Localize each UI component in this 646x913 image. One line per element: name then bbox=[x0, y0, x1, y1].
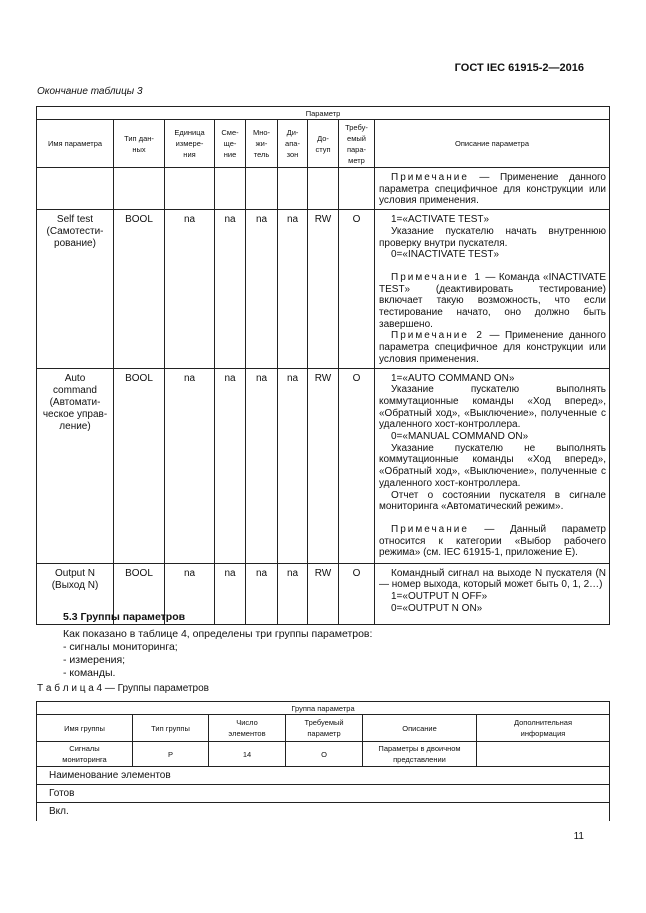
desc-line: 1=«AUTO COMMAND ON» bbox=[391, 372, 515, 384]
description-cell bbox=[375, 168, 610, 210]
desc-line: Указание пускателю выполнять коммутационные команды «Ход вперед», «Обратный ход», «Выключение», полученные с удаленного хост-контроллера. bbox=[379, 384, 606, 431]
col-name: Имя параметра bbox=[37, 120, 114, 168]
unit: na bbox=[165, 210, 215, 368]
parameters-table bbox=[36, 106, 610, 625]
note-label: Примечание bbox=[391, 523, 469, 535]
groups-table bbox=[36, 701, 610, 821]
table-row bbox=[37, 742, 610, 767]
table-row bbox=[37, 785, 610, 803]
col-offset: Сме- ще- ние bbox=[215, 120, 246, 168]
desc-line: 1=«ACTIVATE TEST» bbox=[391, 214, 490, 226]
desc-line: Указание пускателю начать внутреннюю проверку внутри пускателя. bbox=[379, 225, 606, 249]
data-type: BOOL bbox=[114, 210, 165, 368]
multiplier: na bbox=[246, 563, 278, 624]
group-header: Параметр bbox=[37, 107, 610, 120]
extra-info bbox=[477, 742, 610, 767]
col-group-name: Имя группы bbox=[37, 715, 133, 742]
unit: na bbox=[165, 563, 215, 624]
required: O bbox=[286, 742, 363, 767]
access: RW bbox=[308, 368, 339, 563]
note-text: — Данный параметр относится к категории «Выбор рабочего режима» (см. IEC 61915-1, приложение Е). bbox=[379, 523, 606, 559]
col-multiplier: Мно- жи- тель bbox=[246, 120, 278, 168]
required: O bbox=[339, 368, 375, 563]
param-name: Self test (Самотести- рование) bbox=[37, 210, 114, 368]
list-item: - измерения; bbox=[63, 654, 126, 666]
range: na bbox=[278, 210, 308, 368]
description-cell bbox=[375, 210, 610, 368]
desc-line: Отчет о состоянии пускателя в сигнале мониторинга «Автоматический режим». bbox=[379, 489, 606, 513]
unit: na bbox=[165, 368, 215, 563]
group-header: Группа параметра bbox=[37, 702, 610, 715]
col-group-type: Тип группы bbox=[133, 715, 209, 742]
note-label: Примечание bbox=[391, 172, 469, 183]
col-access: До- ступ bbox=[308, 120, 339, 168]
desc-line: 0=«MANUAL COMMAND ON» bbox=[391, 431, 529, 443]
column-header-row bbox=[37, 715, 610, 742]
table-row bbox=[37, 168, 610, 210]
description-cell bbox=[375, 563, 610, 624]
col-required: Требуемый параметр bbox=[286, 715, 363, 742]
col-description: Описание параметра bbox=[375, 120, 610, 168]
desc-line: 0=«INACTIVATE TEST» bbox=[391, 249, 500, 261]
table-caption: Окончание таблицы 3 bbox=[37, 86, 143, 97]
offset: na bbox=[215, 563, 246, 624]
desc-line: 0=«OUTPUT N ON» bbox=[391, 602, 483, 614]
list-item: - команды. bbox=[63, 667, 116, 679]
note-label: Примечание 1 bbox=[391, 271, 482, 283]
page-number: 11 bbox=[573, 831, 584, 842]
data-type: BOOL bbox=[114, 368, 165, 563]
data-type: BOOL bbox=[114, 563, 165, 624]
group-name: Сигналы мониторинга bbox=[37, 742, 133, 767]
note-label: Примечание 2 bbox=[391, 330, 484, 342]
note-text: — Команда «INACTIVATE TEST» (деактивировать тестирование) включает такую возможность, что если тестирование начато, оно должно быть завершено. bbox=[379, 271, 606, 330]
sub-row: Готов bbox=[37, 785, 610, 803]
offset: na bbox=[215, 210, 246, 368]
sub-row: Наименование элементов bbox=[37, 767, 610, 785]
table-row bbox=[37, 210, 610, 368]
desc-line: Командный сигнал на выходе N пускателя (N — номер выхода, который может быть 0, 1, 2…) bbox=[379, 567, 606, 591]
access: RW bbox=[308, 210, 339, 368]
col-range: Ди- апа- зон bbox=[278, 120, 308, 168]
group-description: Параметры в двоичном представлении bbox=[363, 742, 477, 767]
standard-number: ГОСТ IEC 61915-2—2016 bbox=[454, 62, 584, 74]
group-type: P bbox=[133, 742, 209, 767]
list-item: - сигналы мониторинга; bbox=[63, 641, 178, 653]
required: O bbox=[339, 563, 375, 624]
desc-line: Указание пускателю не выполнять коммутационные команды «Ход вперед», «Обратный ход», «Выключение», полученные с удаленного хост-контроллера. bbox=[379, 442, 606, 489]
col-description: Описание bbox=[363, 715, 477, 742]
range: na bbox=[278, 368, 308, 563]
element-count: 14 bbox=[209, 742, 286, 767]
access: RW bbox=[308, 563, 339, 624]
description-cell bbox=[375, 368, 610, 563]
col-extra-info: Дополнительная информация bbox=[477, 715, 610, 742]
section-title: 5.3 Группы параметров bbox=[63, 611, 186, 623]
offset: na bbox=[215, 368, 246, 563]
required: O bbox=[339, 210, 375, 368]
col-type: Тип дан- ных bbox=[114, 120, 165, 168]
multiplier: na bbox=[246, 210, 278, 368]
multiplier: na bbox=[246, 368, 278, 563]
table-row bbox=[37, 767, 610, 785]
column-header-row bbox=[37, 120, 610, 168]
range: na bbox=[278, 563, 308, 624]
col-required: Требу- емый пара- метр bbox=[339, 120, 375, 168]
table4-caption: Т а б л и ц а 4 — Группы параметров bbox=[37, 683, 209, 694]
col-unit: Единица измере- ния bbox=[165, 120, 215, 168]
param-name: Auto command (Автомати- ческое управ- ление) bbox=[37, 368, 114, 563]
desc-line: 1=«OUTPUT N OFF» bbox=[391, 590, 488, 602]
sub-row: Вкл. bbox=[37, 803, 610, 821]
table-row bbox=[37, 803, 610, 821]
section-intro: Как показано в таблице 4, определены три группы параметров: bbox=[63, 628, 373, 640]
note-text: — Применение данного параметра специфичное для конструкции или условия применения. bbox=[379, 172, 606, 207]
note-text: — Применение данного параметра специфичное для конструкции или условия применения. bbox=[379, 330, 606, 365]
table-row bbox=[37, 368, 610, 563]
param-name: Output N (Выход N) bbox=[37, 563, 114, 624]
col-element-count: Число элементов bbox=[209, 715, 286, 742]
